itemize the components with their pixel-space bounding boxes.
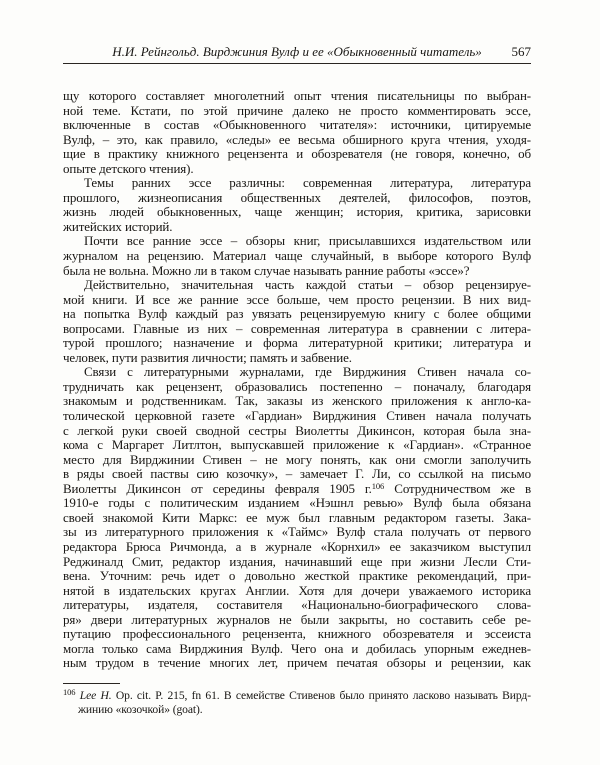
footnote-reference: 106 xyxy=(371,480,385,491)
text-run: Lee H. xyxy=(79,688,112,702)
text-line xyxy=(63,264,531,279)
text-run: знакомым и родственникам. Так, заказы из женского приложения к англо-ка- xyxy=(63,393,531,409)
text-run: редактора Брюса Ричмонда, а в журнале «Корнхил» ее заказчиком выступил xyxy=(63,538,531,554)
text-line xyxy=(63,511,531,526)
text-run: Op. cit. P. 215, fn 61. В семействе Стивенов было принято ласково называть Вирд- xyxy=(111,688,531,702)
text-line xyxy=(63,220,531,235)
text-line xyxy=(63,525,531,540)
text-line xyxy=(63,89,531,104)
text-line xyxy=(63,336,531,351)
text-run: нятой в издательских кругах Англии. Хотя для дочери уважаемого историка xyxy=(63,582,531,598)
text-line xyxy=(63,540,531,555)
page-content xyxy=(63,0,531,716)
text-line xyxy=(63,424,531,439)
text-run: зы из литературного приложения к «Таймс» Вулф стала получать от первого xyxy=(63,524,531,540)
text-run: Вулф, – это, как правило, «следы» ее весьма обширного круга чтения, уходя- xyxy=(63,131,531,147)
text-run: ной теме. Кстати, по этой причине далеко не просто комментировать эссе, xyxy=(63,102,531,118)
text-line xyxy=(63,409,531,424)
text-line xyxy=(63,234,531,249)
text-run: журналом на рецензию. Материал чаще случайный, в выборе которого Вулф xyxy=(63,248,531,264)
text-run: своей знакомой Кити Маркс: ее муж был главным редактором газеты. Зака- xyxy=(63,509,531,525)
text-run: 1910-е годы с политическим изданием «Нэшнл ревью» Вулф была обязана xyxy=(63,495,531,511)
text-run: щу которого составляет многолетний опыт чтения писательницы по выбран- xyxy=(63,88,531,103)
text-line xyxy=(63,467,531,482)
text-line xyxy=(63,293,531,308)
text-line xyxy=(63,249,531,264)
text-line xyxy=(63,365,531,380)
text-line xyxy=(63,656,531,671)
body-text xyxy=(63,89,531,671)
text-run: опыте детского чтения). xyxy=(63,160,194,176)
text-line xyxy=(63,380,531,395)
text-run: прошлого, жизнеописания общественных деятелей, философов, поэтов, xyxy=(63,189,531,205)
text-run: была не вольна. Можно ли в таком случае называть ранние работы «эссе»? xyxy=(63,262,470,278)
text-run: кома с Маргарет Литлтон, выпускавшей приложение к «Гардиан». «Странное xyxy=(63,437,531,453)
paragraph xyxy=(63,278,531,365)
text-line xyxy=(63,351,531,366)
text-run: Действительно, значительная часть каждой статьи – обзор рецензируе- xyxy=(84,277,531,293)
text-line xyxy=(63,322,531,337)
text-line xyxy=(63,453,531,468)
text-line xyxy=(63,394,531,409)
text-run: жинию «козочкой» (goat). xyxy=(78,702,203,716)
text-line xyxy=(63,118,531,133)
text-line xyxy=(63,598,531,613)
text-run: с легкой руки своей сводной сестры Виолетты Дикинсон, которая была зна- xyxy=(63,422,531,438)
text-line xyxy=(63,176,531,191)
text-line xyxy=(63,496,531,511)
page-header xyxy=(63,44,531,61)
text-line xyxy=(63,584,531,599)
text-run: могла только сама Вирджиния Вулф. Чего она и добилась упорным ежеднев- xyxy=(63,640,531,656)
page-number: 567 xyxy=(511,44,531,59)
text-run: Виолетты Дикинсон от середины февраля 1905 г. xyxy=(63,480,372,496)
footnote-reference: 106 xyxy=(63,686,76,697)
text-run: щие в практику книжного рецензента и обозревателя (не говоря, конечно, об xyxy=(63,146,531,162)
text-run: путацию профессионального рецензента, книжного обозревателя и эссеиста xyxy=(63,626,531,642)
text-run: ря» двери литературных журналов не были закрыты, но составить себе ре- xyxy=(63,611,531,627)
text-run: место для Вирджинии Стивен – не могу понять, как они смогли заполучить xyxy=(63,451,531,467)
text-line xyxy=(63,205,531,220)
text-run: в ряды своей паствы сию козочку», – замечает Г. Ли, со ссылкой на письмо xyxy=(63,466,531,482)
footnote xyxy=(63,686,531,717)
text-line xyxy=(63,162,531,177)
text-line xyxy=(63,555,531,570)
text-line xyxy=(63,613,531,628)
text-run: вопросами. Главные из них – современная литература в сравнении с литера- xyxy=(63,320,531,336)
paragraph xyxy=(63,176,531,234)
text-line xyxy=(63,133,531,148)
paragraph xyxy=(63,89,531,176)
header-rule xyxy=(63,63,531,64)
running-title: Н.И. Рейнгольд. Вирджиния Вулф и ее «Обыкновенный читатель» xyxy=(112,44,482,59)
text-run: на попытка Вулф каждый раз увязать рецензируемую книгу с более общими xyxy=(63,306,531,322)
paragraph xyxy=(63,365,531,670)
text-line xyxy=(63,307,531,322)
text-run: Сотрудничеством же в xyxy=(384,480,531,496)
text-line xyxy=(63,147,531,162)
text-line xyxy=(63,642,531,657)
text-run: Реджиналд Смит, редактор издания, начинавший еще при жизни Лесли Сти- xyxy=(63,553,531,569)
text-run: литературы, издателя, составителя «Национально-биографического слова- xyxy=(63,597,531,613)
text-line xyxy=(63,104,531,119)
text-run: трудничать как рецензент, образовались постепенно – поначалу, благодаря xyxy=(63,378,531,394)
text-run: толической церковной газете «Гардиан» Вирджиния Стивен начала получать xyxy=(63,408,531,424)
footnote-line xyxy=(63,686,531,703)
text-run: Темы ранних эссе различны: современная литература, литература xyxy=(84,175,531,191)
text-run: Почти все ранние эссе – обзоры книг, присылавшихся издательством или xyxy=(84,233,531,249)
text-line xyxy=(63,482,531,497)
text-line xyxy=(63,438,531,453)
text-line xyxy=(63,191,531,206)
footnote-rule xyxy=(63,683,120,684)
text-line xyxy=(63,627,531,642)
text-run: человек, пути развития личности; память и забвение. xyxy=(63,349,352,365)
text-line xyxy=(63,278,531,293)
text-run: жизнь людей обыкновенных, чаще женщин; история, критика, зарисовки xyxy=(63,204,531,220)
text-run: мой книги. И все же ранние эссе больше, чем просто рецензии. В них вид- xyxy=(63,291,531,307)
text-run: включенные в состав «Обыкновенного читателя»: источники, цитируемые xyxy=(63,117,531,133)
text-run: Связи с литературными журналами, где Вирджиния Стивен начала со- xyxy=(84,364,531,380)
text-run: ным трудом в течение многих лет, причем печатая обзоры и рецензии, как xyxy=(63,655,531,671)
text-line xyxy=(63,569,531,584)
text-run: вена. Уточним: речь идет о довольно жесткой практике рекомендаций, при- xyxy=(63,568,531,584)
text-run: турой прошлого; назначение и форма литературной критики; литература и xyxy=(63,335,531,351)
paragraph xyxy=(63,234,531,278)
text-run: житейских историй. xyxy=(63,218,173,234)
footnote-line xyxy=(63,703,531,717)
